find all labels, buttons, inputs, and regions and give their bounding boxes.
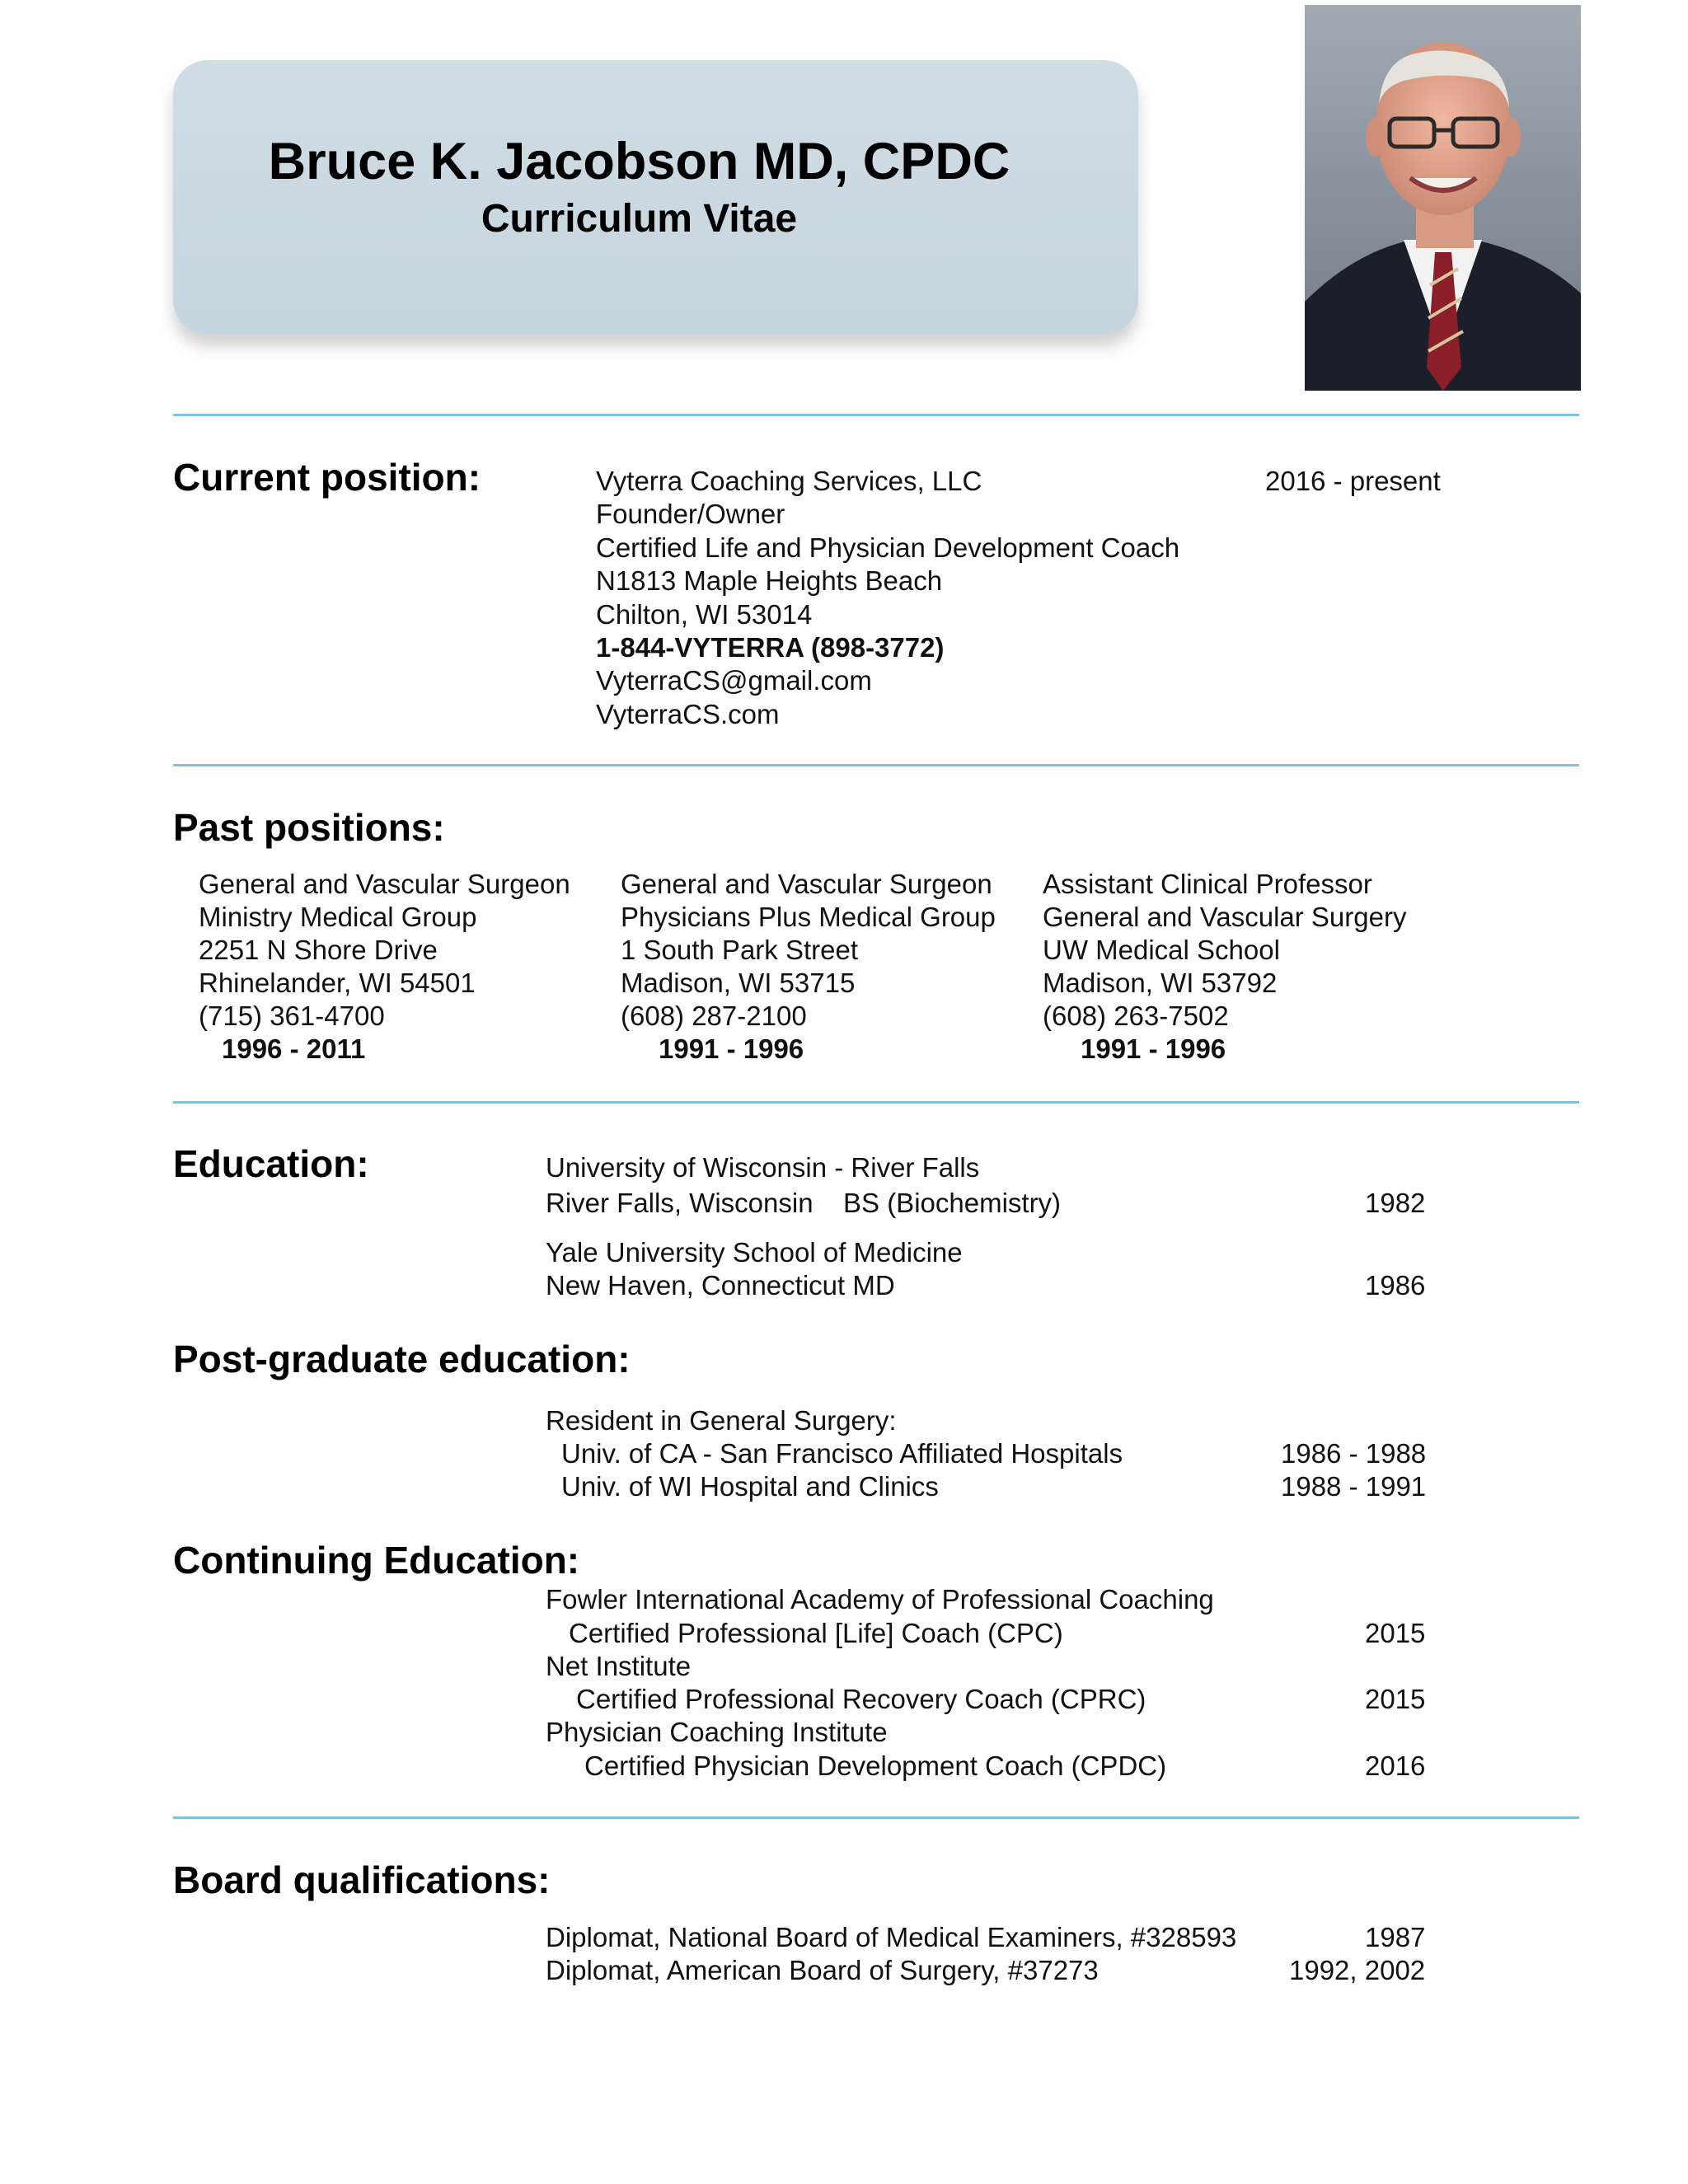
current-position-phone: 1-844-VYTERRA (898-3772) bbox=[596, 632, 945, 663]
education-school: University of Wisconsin - River Falls bbox=[546, 1152, 980, 1183]
board-year: 1987 bbox=[1365, 1922, 1426, 1952]
continuing-org: Net Institute bbox=[546, 1651, 692, 1681]
education-location: New Haven, Connecticut MD bbox=[546, 1270, 895, 1301]
past-position-dates: 1991 - 1996 bbox=[659, 1033, 804, 1064]
past-position-line: 2251 N Shore Drive bbox=[199, 935, 438, 965]
cv-subtitle: Curriculum Vitae bbox=[481, 197, 798, 241]
divider-line bbox=[173, 1101, 1579, 1104]
postgrad-entry: Univ. of WI Hospital and Clinics bbox=[561, 1471, 939, 1502]
continuing-year: 2015 bbox=[1365, 1618, 1426, 1648]
past-position-dates: 1996 - 2011 bbox=[222, 1033, 366, 1064]
section-title-current-position: Current position: bbox=[173, 456, 481, 499]
current-position-line: Founder/Owner bbox=[596, 499, 785, 529]
past-position-line: General and Vascular Surgery bbox=[1043, 902, 1407, 932]
postgrad-heading: Resident in General Surgery: bbox=[546, 1405, 897, 1436]
divider-line bbox=[173, 414, 1579, 416]
education-year: 1982 bbox=[1365, 1188, 1426, 1218]
current-position-line: N1813 Maple Heights Beach bbox=[596, 565, 943, 596]
past-position-line: (608) 263-7502 bbox=[1043, 1001, 1229, 1031]
board-entry: Diplomat, National Board of Medical Examiners, #328593 bbox=[546, 1922, 1237, 1952]
current-position-website: VyterraCS.com bbox=[596, 699, 780, 729]
education-year: 1986 bbox=[1365, 1270, 1426, 1301]
continuing-org: Physician Coaching Institute bbox=[546, 1717, 888, 1747]
past-position-line: (715) 361-4700 bbox=[199, 1001, 385, 1031]
current-position-line: Vyterra Coaching Services, LLC bbox=[596, 466, 982, 496]
postgrad-entry: Univ. of CA - San Francisco Affiliated Hospitals bbox=[561, 1438, 1123, 1469]
continuing-cert: Certified Professional [Life] Coach (CPC) bbox=[569, 1618, 1063, 1648]
continuing-cert: Certified Professional Recovery Coach (CPRC) bbox=[576, 1684, 1146, 1714]
past-position-line: General and Vascular Surgeon bbox=[621, 869, 992, 899]
current-position-dates: 2016 - present bbox=[1265, 466, 1441, 496]
postgrad-years: 1986 - 1988 bbox=[1281, 1438, 1427, 1469]
continuing-year: 2016 bbox=[1365, 1750, 1426, 1781]
past-position-line: Physicians Plus Medical Group bbox=[621, 902, 996, 932]
current-position-line: Chilton, WI 53014 bbox=[596, 599, 813, 630]
board-entry: Diplomat, American Board of Surgery, #37273 bbox=[546, 1955, 1099, 1985]
continuing-year: 2015 bbox=[1365, 1684, 1426, 1714]
past-position-line: (608) 287-2100 bbox=[621, 1001, 807, 1031]
current-position-email: VyterraCS@gmail.com bbox=[596, 665, 872, 696]
section-title-past-positions: Past positions: bbox=[173, 806, 445, 849]
divider-line bbox=[173, 1816, 1579, 1819]
section-title-continuing-education: Continuing Education: bbox=[173, 1539, 580, 1582]
education-school: Yale University School of Medicine bbox=[546, 1237, 963, 1268]
continuing-org: Fowler International Academy of Professional Coaching bbox=[546, 1584, 1214, 1615]
past-position-line: General and Vascular Surgeon bbox=[199, 869, 570, 899]
divider-line bbox=[173, 764, 1579, 766]
past-position-line: UW Medical School bbox=[1043, 935, 1280, 965]
portrait-icon bbox=[1305, 5, 1581, 391]
past-position-line: Madison, WI 53715 bbox=[621, 968, 856, 998]
past-position-line: Rhinelander, WI 54501 bbox=[199, 968, 476, 998]
section-title-postgrad: Post-graduate education: bbox=[173, 1338, 631, 1380]
past-position-dates: 1991 - 1996 bbox=[1081, 1033, 1226, 1064]
past-position-line: Madison, WI 53792 bbox=[1043, 968, 1278, 998]
past-position-line: Ministry Medical Group bbox=[199, 902, 477, 932]
education-location: River Falls, Wisconsin bbox=[546, 1188, 814, 1218]
past-position-line: 1 South Park Street bbox=[621, 935, 858, 965]
section-title-board-qualifications: Board qualifications: bbox=[173, 1858, 551, 1901]
section-title-education: Education: bbox=[173, 1142, 369, 1185]
postgrad-years: 1988 - 1991 bbox=[1281, 1471, 1427, 1502]
current-position-line: Certified Life and Physician Development Coach bbox=[596, 532, 1180, 563]
past-position-line: Assistant Clinical Professor bbox=[1043, 869, 1372, 899]
doctor-name: Bruce K. Jacobson MD, CPDC bbox=[268, 133, 1010, 190]
continuing-cert: Certified Physician Development Coach (CPDC) bbox=[584, 1750, 1167, 1781]
board-year: 1992, 2002 bbox=[1289, 1955, 1426, 1985]
portrait-photo bbox=[1305, 5, 1581, 391]
education-degree: BS (Biochemistry) bbox=[843, 1188, 1062, 1218]
